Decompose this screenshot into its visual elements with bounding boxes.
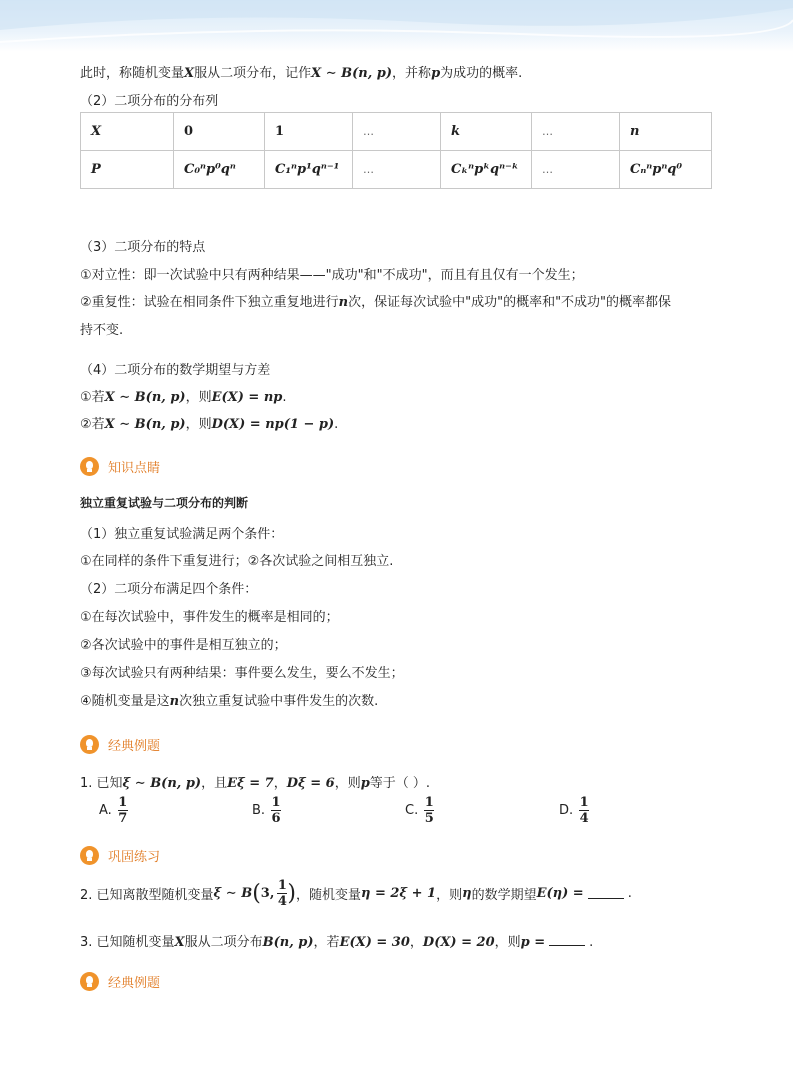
math: η = 2ξ + 1	[360, 886, 437, 901]
table-cell: P	[81, 151, 174, 189]
table-cell: 1	[265, 113, 353, 151]
table-cell: …	[353, 151, 441, 189]
math: B(n, p)	[262, 935, 314, 950]
knowledge-header	[80, 457, 160, 476]
table-cell: …	[353, 113, 441, 151]
option-b[interactable]	[252, 795, 281, 826]
distribution-table	[80, 112, 712, 189]
option-label: B.	[252, 803, 266, 818]
math: E(X) = np	[211, 390, 283, 405]
text: .	[627, 886, 632, 901]
section-title: 知识点睛	[108, 461, 161, 476]
option-c[interactable]	[405, 795, 434, 826]
section3-item2-cont: 持不变.	[80, 323, 124, 338]
fraction	[579, 795, 589, 826]
section3-item1: ①对立性：即一次试验中只有两种结果——"成功"和"不成功"，而且有且仅有一个发生；	[80, 268, 584, 283]
header-decoration	[0, 0, 793, 52]
text: 等于（ ）.	[369, 776, 431, 791]
table-row	[81, 151, 712, 189]
numerator: 1	[277, 878, 287, 893]
text: ，随机变量	[295, 888, 361, 903]
paren-open: (	[252, 881, 261, 906]
numerator: 1	[424, 795, 434, 810]
text: 的数学期望	[471, 888, 537, 903]
text: ，	[409, 935, 423, 950]
example-header	[80, 735, 160, 754]
example-header-2	[80, 972, 160, 991]
text: ，则	[185, 417, 212, 432]
option-a[interactable]	[99, 795, 128, 826]
math: E(X) = 30	[339, 935, 410, 950]
section3-title: （3）二项分布的特点	[80, 240, 206, 255]
lightbulb-icon	[80, 972, 99, 991]
math: p	[360, 776, 370, 791]
table-cell: Cₖⁿpᵏqⁿ⁻ᵏ	[441, 151, 532, 189]
math: X ∼ B(n, p)	[104, 390, 186, 405]
table-cell: …	[532, 113, 620, 151]
practice-header	[80, 846, 160, 865]
text: ④随机变量是这	[80, 694, 170, 709]
math: p =	[520, 935, 546, 950]
knowledge-line	[80, 690, 378, 709]
math: n	[169, 694, 180, 709]
knowledge-bold-title: 独立重复试验与二项分布的判断	[80, 496, 249, 510]
knowledge-line: ①在每次试验中，事件发生的概率是相同的；	[80, 610, 339, 625]
option-label: A.	[99, 803, 112, 818]
math: X ∼ B(n, p)	[104, 417, 186, 432]
fraction	[118, 795, 128, 826]
text: ，则	[185, 390, 212, 405]
table-cell: X	[81, 113, 174, 151]
answer-blank[interactable]	[549, 935, 585, 946]
table-cell: C₁ⁿp¹qⁿ⁻¹	[265, 151, 353, 189]
text: 此时，称随机变量	[80, 66, 185, 81]
text: 次独立重复试验中事件发生的次数.	[179, 694, 379, 709]
numerator: 1	[271, 795, 281, 810]
math: 3,	[260, 886, 275, 901]
lightbulb-icon	[80, 735, 99, 754]
intro-line	[80, 62, 522, 81]
math: X ∼ B(n, p)	[311, 66, 393, 81]
text: .	[282, 390, 287, 405]
paren-close: )	[287, 881, 296, 906]
text: ②若	[80, 417, 105, 432]
text: ，	[273, 776, 287, 791]
question-3	[80, 931, 593, 950]
denominator: 4	[277, 894, 287, 909]
section-title: 经典例题	[108, 739, 161, 754]
table-cell: Cₙⁿpⁿq⁰	[620, 151, 712, 189]
text: ，若	[313, 935, 340, 950]
math: D(X) = 20	[422, 935, 495, 950]
knowledge-line: （2）二项分布满足四个条件：	[80, 582, 258, 597]
fraction	[424, 795, 434, 826]
lightbulb-icon	[80, 846, 99, 865]
fraction	[277, 878, 287, 909]
knowledge-line: ①在同样的条件下重复进行；②各次试验之间相互独立.	[80, 554, 394, 569]
text: 3. 已知随机变量	[80, 935, 175, 950]
text: ，则	[494, 935, 521, 950]
denominator: 6	[271, 811, 281, 826]
text: ，且	[201, 776, 228, 791]
math: X	[174, 935, 185, 950]
knowledge-line: ③每次试验只有两种结果：事件要么发生，要么不发生；	[80, 666, 404, 681]
section4-title: （4）二项分布的数学期望与方差	[80, 363, 271, 378]
numerator: 1	[118, 795, 128, 810]
denominator: 5	[424, 811, 434, 826]
text: ，则	[334, 776, 361, 791]
section4-item1	[80, 386, 287, 405]
math: ξ ∼ B(n, p)	[122, 776, 202, 791]
option-label: D.	[559, 803, 574, 818]
text: 2. 已知离散型随机变量	[80, 888, 214, 903]
table-cell: 0	[174, 113, 265, 151]
knowledge-line: ②各次试验中的事件是相互独立的；	[80, 638, 287, 653]
math: Dξ = 6	[286, 776, 335, 791]
fraction	[271, 795, 281, 826]
numerator: 1	[579, 795, 589, 810]
text: 为成功的概率.	[440, 66, 523, 81]
option-d[interactable]	[559, 795, 589, 826]
question-1	[80, 772, 430, 791]
math: Eξ = 7	[227, 776, 274, 791]
section3-item2	[80, 291, 671, 310]
text: ，则	[436, 888, 463, 903]
lightbulb-icon	[80, 457, 99, 476]
section2-title: （2）二项分布的分布列	[80, 94, 219, 109]
section4-item2	[80, 413, 338, 432]
text: 次，保证每次试验中"成功"的概率和"不成功"的概率都保	[348, 295, 672, 310]
text: .	[589, 935, 594, 950]
math: η	[462, 886, 472, 901]
math: X	[184, 66, 195, 81]
text: .	[334, 417, 339, 432]
knowledge-line: （1）独立重复试验满足两个条件：	[80, 527, 284, 542]
text: 服从二项分布	[184, 935, 263, 950]
math: D(X) = np(1 − p)	[211, 417, 335, 432]
table-cell: C₀ⁿp⁰qⁿ	[174, 151, 265, 189]
denominator: 7	[118, 811, 128, 826]
denominator: 4	[579, 811, 589, 826]
answer-blank[interactable]	[588, 888, 624, 899]
math: E(η) =	[536, 886, 584, 901]
math: p	[431, 66, 441, 81]
text: 服从二项分布，记作	[194, 66, 312, 81]
option-label: C.	[405, 803, 419, 818]
table-cell: k	[441, 113, 532, 151]
text: ，并称	[392, 66, 432, 81]
question-2	[80, 878, 632, 909]
table-cell: n	[620, 113, 712, 151]
math: n	[338, 295, 349, 310]
section-title: 巩固练习	[108, 850, 161, 865]
math: ξ ∼ B	[213, 886, 253, 901]
text: 1. 已知	[80, 776, 123, 791]
text: ①若	[80, 390, 105, 405]
table-cell: …	[532, 151, 620, 189]
text: ②重复性：试验在相同条件下独立重复地进行	[80, 295, 339, 310]
table-row	[81, 113, 712, 151]
section-title: 经典例题	[108, 976, 161, 991]
